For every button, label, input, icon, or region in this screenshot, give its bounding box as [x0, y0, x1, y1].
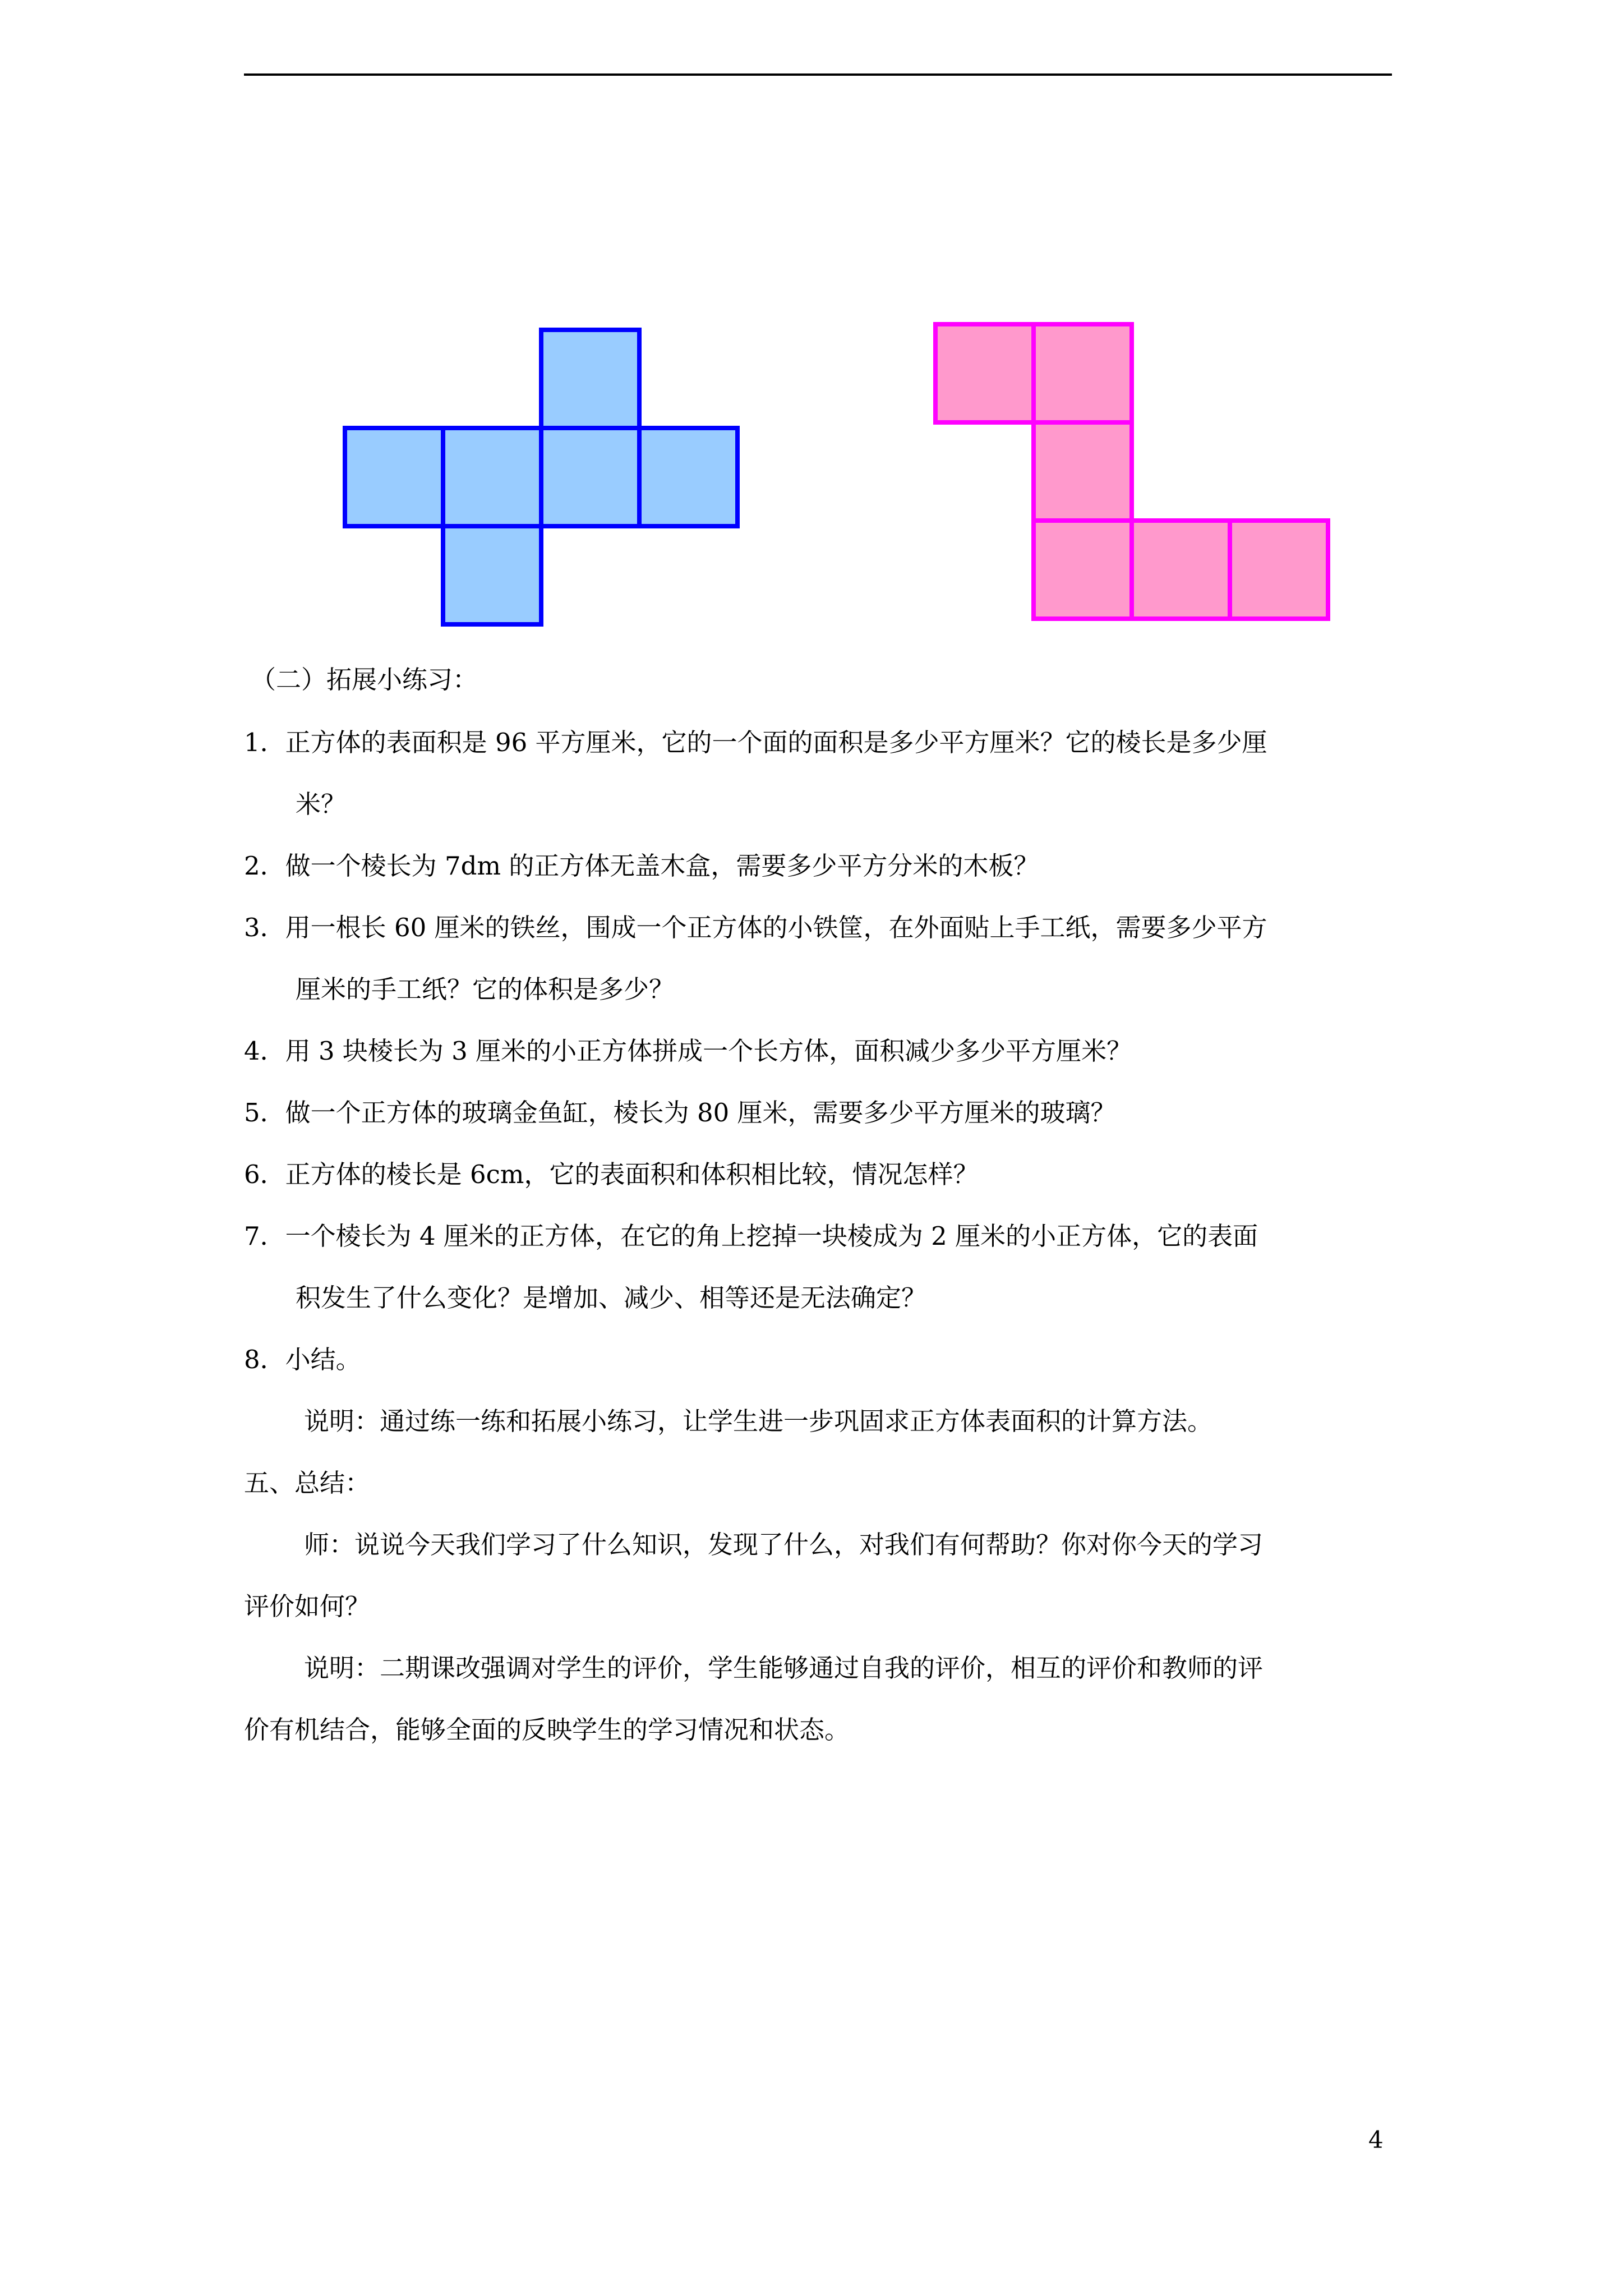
exercise-text: 正方体的表面积是 96 平方厘米，它的一个面的面积是多少平方厘米？它的棱长是多少厘	[285, 728, 1267, 757]
section-heading: （二）拓展小练习：	[251, 665, 478, 694]
exercise-number: 6．	[244, 1159, 285, 1189]
pink-step-net	[935, 324, 1328, 619]
blue-net-square	[443, 526, 541, 624]
exercise-number: 8．	[244, 1345, 285, 1374]
cube-nets-figure	[0, 0, 1623, 645]
exercise-2	[244, 845, 1039, 882]
exercise-text: 做一个棱长为 7dm 的正方体无盖木盒，需要多少平方分米的木板？	[285, 851, 1039, 881]
exercise-1-continued: 米？	[296, 789, 347, 819]
exercise-3	[244, 907, 1267, 944]
blue-net-square	[541, 330, 639, 428]
blue-cross-net	[345, 330, 737, 624]
teacher-prompt: 师：说说今天我们学习了什么知识，发现了什么，对我们有何帮助？你对你今天的学习	[304, 1530, 1264, 1559]
pink-net-square	[1034, 521, 1132, 619]
exercise-text: 一个棱长为 4 厘米的正方体，在它的角上挖掉一块棱成为 2 厘米的小正方体，它的表面	[285, 1221, 1258, 1251]
exercise-text: 做一个正方体的玻璃金鱼缸，棱长为 80 厘米，需要多少平方厘米的玻璃？	[285, 1098, 1116, 1128]
exercise-7-continued: 积发生了什么变化？是增加、减少、相等还是无法确定？	[296, 1283, 927, 1313]
pink-net-square	[935, 324, 1034, 422]
exercise-text: 用 3 块棱长为 3 厘米的小正方体拼成一个长方体，面积减少多少平方厘米？	[285, 1036, 1132, 1066]
pink-net-square	[1034, 422, 1132, 521]
summary-heading: 五、总结：	[244, 1468, 371, 1498]
explanation-note: 说明：通过练一练和拓展小练习，让学生进一步巩固求正方体表面积的计算方法。	[304, 1406, 1213, 1436]
exercise-8	[244, 1339, 361, 1375]
pink-net-square	[1132, 521, 1230, 619]
exercise-7	[244, 1216, 1258, 1252]
exercise-text: 正方体的棱长是 6cm，它的表面积和体积相比较，情况怎样？	[285, 1159, 979, 1189]
blue-net-square	[345, 428, 443, 526]
exercise-text: 用一根长 60 厘米的铁丝，围成一个正方体的小铁筐，在外面贴上手工纸，需要多少平方	[285, 913, 1267, 942]
blue-net-square	[541, 428, 639, 526]
blue-net-square	[639, 428, 737, 526]
exercise-6	[244, 1154, 978, 1190]
blue-net-square	[443, 428, 541, 526]
pink-net-square	[1034, 324, 1132, 422]
exercise-1	[244, 722, 1267, 758]
exercise-text: 小结。	[285, 1345, 361, 1374]
exercise-number: 2．	[244, 851, 285, 881]
exercise-number: 3．	[244, 913, 285, 942]
exercise-number: 7．	[244, 1221, 285, 1251]
teacher-prompt-continued: 评价如何？	[244, 1591, 371, 1621]
exercise-4	[244, 1030, 1132, 1067]
exercise-number: 4．	[244, 1036, 285, 1066]
exercise-number: 5．	[244, 1098, 285, 1128]
exercise-number: 1．	[244, 728, 285, 757]
evaluation-note-continued: 价有机结合，能够全面的反映学生的学习情况和状态。	[244, 1715, 850, 1745]
exercise-3-continued: 厘米的手工纸？它的体积是多少？	[296, 974, 675, 1004]
pink-net-square	[1230, 521, 1328, 619]
exercise-5	[244, 1092, 1116, 1129]
page-number: 4	[1368, 2126, 1384, 2154]
evaluation-note: 说明：二期课改强调对学生的评价，学生能够通过自我的评价，相互的评价和教师的评	[304, 1653, 1264, 1683]
